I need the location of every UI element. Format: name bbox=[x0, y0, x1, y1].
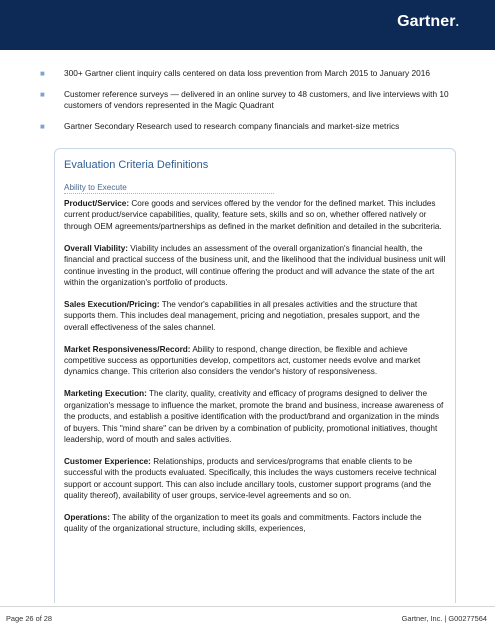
criteria-title: Evaluation Criteria Definitions bbox=[64, 159, 209, 171]
definition-item bbox=[64, 299, 446, 333]
definition-term: Market Responsiveness/Record: bbox=[64, 344, 191, 354]
list-item bbox=[38, 68, 458, 79]
definition-term: Operations: bbox=[64, 512, 110, 522]
evaluation-criteria-box bbox=[54, 148, 456, 603]
bullet-icon: ■ bbox=[40, 122, 45, 131]
bullet-icon: ■ bbox=[40, 90, 45, 99]
definition-item bbox=[64, 198, 446, 232]
definitions-list bbox=[64, 198, 446, 545]
logo-text: Gartner bbox=[397, 13, 456, 30]
page-footer bbox=[0, 606, 495, 626]
definition-text: Ability to respond, change direction, be flexible and achieve competitive success as opportunities develop, competitors act, customer needs evolve and market dynamics change. This criterion also considers the vendor's history of responsiveness. bbox=[64, 344, 421, 377]
definition-item bbox=[64, 243, 446, 289]
definition-term: Overall Viability: bbox=[64, 243, 129, 253]
definition-text: Relationships, products and services/programs that enable clients to be successful with the products evaluated. Specifically, this includes the ways customers receive technical support or account support. This can also include ancillary tools, customer support programs (and the quality thereof), availability of user groups, service-level agreements and so on. bbox=[64, 456, 437, 501]
list-item-text: 300+ Gartner client inquiry calls centered on data loss prevention from March 2015 to January 2016 bbox=[64, 68, 430, 78]
ability-to-execute-subhead: Ability to Execute bbox=[64, 183, 274, 194]
definition-term: Marketing Execution: bbox=[64, 389, 147, 399]
definition-term: Product/Service: bbox=[64, 199, 130, 208]
list-item bbox=[38, 89, 458, 111]
list-item bbox=[38, 121, 458, 132]
definition-term: Customer Experience: bbox=[64, 456, 151, 466]
research-sources-list bbox=[38, 68, 458, 142]
page-number: Page 26 of 28 bbox=[6, 614, 53, 623]
definition-text: The clarity, quality, creativity and efficacy of programs designed to deliver the organization's message to influence the market, promote the brand and business, increase awareness of the products, and establish a positive identification with the product/brand and organization in the minds of buyers. This "mind share" can be driven by a combination of publicity, promotional initiatives, thought leadership, word of mouth and sales activities. bbox=[64, 389, 444, 444]
definition-text: Core goods and services offered by the vendor for the defined market. This includes current product/service capabilities, quality, feature sets, skills and so on, whether offered natively or through OEM agreements/partnerships as defined in the market definition and detailed in the subcriteria. bbox=[64, 199, 442, 231]
list-item-text: Customer reference surveys — delivered in an online survey to 48 customers, and live interviews with 10 customers of vendors represented in the Magic Quadrant bbox=[64, 89, 449, 110]
bullet-icon: ■ bbox=[40, 69, 45, 78]
document-id: Gartner, Inc. | G00277564 bbox=[401, 614, 487, 623]
definition-item bbox=[64, 456, 446, 502]
definition-text: Viability includes an assessment of the overall organization's financial health, the financial and practical success of the business unit, and the likelihood that the individual business unit will continue investing in the product, will continue offering the product and will advance the state of the art within the organization's portfolio of products. bbox=[64, 243, 446, 287]
definition-text: The vendor's capabilities in all presales activities and the structure that supports them. This includes deal management, pricing and negotiation, presales support, and the overall effectiveness of the sales channel. bbox=[64, 299, 420, 332]
definition-item bbox=[64, 388, 446, 445]
definition-text: The ability of the organization to meet its goals and commitments. Factors include the quality of the organizational structure, including skills, experiences, bbox=[64, 512, 422, 534]
gartner-logo bbox=[397, 13, 459, 31]
definition-item bbox=[64, 344, 446, 378]
definition-term: Sales Execution/Pricing: bbox=[64, 299, 160, 309]
header-bar bbox=[0, 0, 495, 50]
logo-dot: . bbox=[455, 15, 459, 29]
list-item-text: Gartner Secondary Research used to research company financials and market-size metrics bbox=[64, 121, 400, 131]
definition-item bbox=[64, 512, 446, 535]
